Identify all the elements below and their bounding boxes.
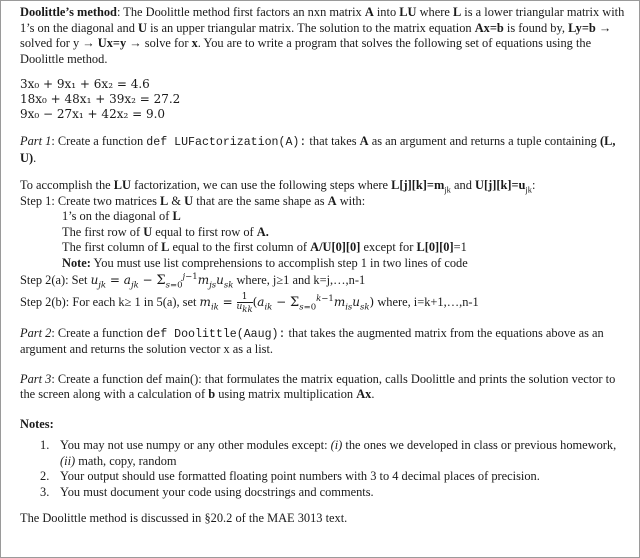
note-item: 3. You must document your code using docstrings and comments. [40,484,374,499]
part1-code: def LUFactorization(A): [146,136,307,149]
step-2a-formula: $u_{jk} = a_{jk} - \Sigma_{s=0}^{j-1}m_{js}u_{sk}$ [90,272,234,291]
equation-3: 9x₀ − 27x₁ + 42x₂ = 9.0 [20,107,166,121]
step-1-note: Note: You must use list comprehensions to accomplish step 1 in two lines of code [62,255,468,270]
part3-paragraph: Part 3: Create a function def main(): that formulates the matrix equation, calls Doolittle and prints the solution vector to the screen along with a calculation of b using matrix multiplication Ax. [20,371,616,401]
step-1: Step 1: Create two matrices L & U that are the same shape as A with: [20,193,366,208]
equation-1: 3x₀ + 9x₁ + 6x₂ = 4.6 [20,77,150,91]
doc-title: Doolittle’s method [20,5,117,19]
part2-label: Part 2 [20,325,52,340]
note-item: 1. You may not use numpy or any other modules except: (i) the ones we developed in class or previous homework, (ii) math, copy, random [40,438,617,468]
note-item: 2. Your output should use formatted floating point numbers with 3 to 4 decimal places of precision. [40,469,540,483]
step-1b: The first row of U equal to first row of A. [62,224,269,239]
step-1a: 1’s on the diagonal of L [62,209,181,223]
equation-system [20,77,627,122]
part2-paragraph: Part 2: Create a function def Doolittle(Aaug): that takes the augmented matrix from the equations above as an argument and returns the solution vector x as a list. [20,325,604,356]
footer-note: The Doolittle method is discussed in §20.2 of the MAE 3013 text. [20,511,348,525]
notes-heading: Notes: [20,416,54,431]
notes-list [20,438,627,500]
part3-label: Part 3 [20,371,52,386]
step-2b: Step 2(b): For each k≥ 1 in 5(a), set $m_{ik}$ = $\frac{1}{u_{kk}}$ $(a_{ik} - \Sigma_{s=0}^{k-1}m_{is}u_{sk})$ where, i=k+1,…,n-1 [20,291,479,315]
step-2b-formula: $m_{ik}$ = $\frac{1}{u_{kk}}$ $(a_{ik} - \Sigma_{s=0}^{k-1}m_{is}u_{sk})$ [199,291,375,315]
step-2a: Step 2(a): Set $u_{jk} = a_{jk} - \Sigma_{s=0}^{j-1}m_{js}u_{sk}$ where, j≥1 and k=j,…,n-1 [20,272,366,291]
part1-label: Part 1 [20,134,52,148]
part1-paragraph: Part 1: Create a function def LUFactorization(A): that takes A as an argument and returns a tuple containing (L, U). [20,134,616,165]
step-1c: The first column of L equal to the first column of A/U[0][0] except for L[0][0]=1 [62,240,467,254]
equation-2: 18x₀ + 48x₁ + 39x₂ = 27.2 [20,92,181,106]
intro-paragraph: Doolittle’s method: The Doolittle method first factors an nxn matrix A into LU where L is a lower triangular matrix with 1’s on the diagonal and U is an upper triangular matrix. The solution to the matrix equation Ax=b is found by, Ly=b → solved for y → Ux=y → solve for x. You are to write a program that solves the following set of equations using the Doolittle method. [20,5,625,66]
part2-code: def Doolittle(Aaug): [146,327,286,341]
steps-intro: To accomplish the LU factorization, we can use the following steps where $L[j][k]=m_{jk}$ and $U[j][k]=u_{jk}$: [20,178,536,195]
